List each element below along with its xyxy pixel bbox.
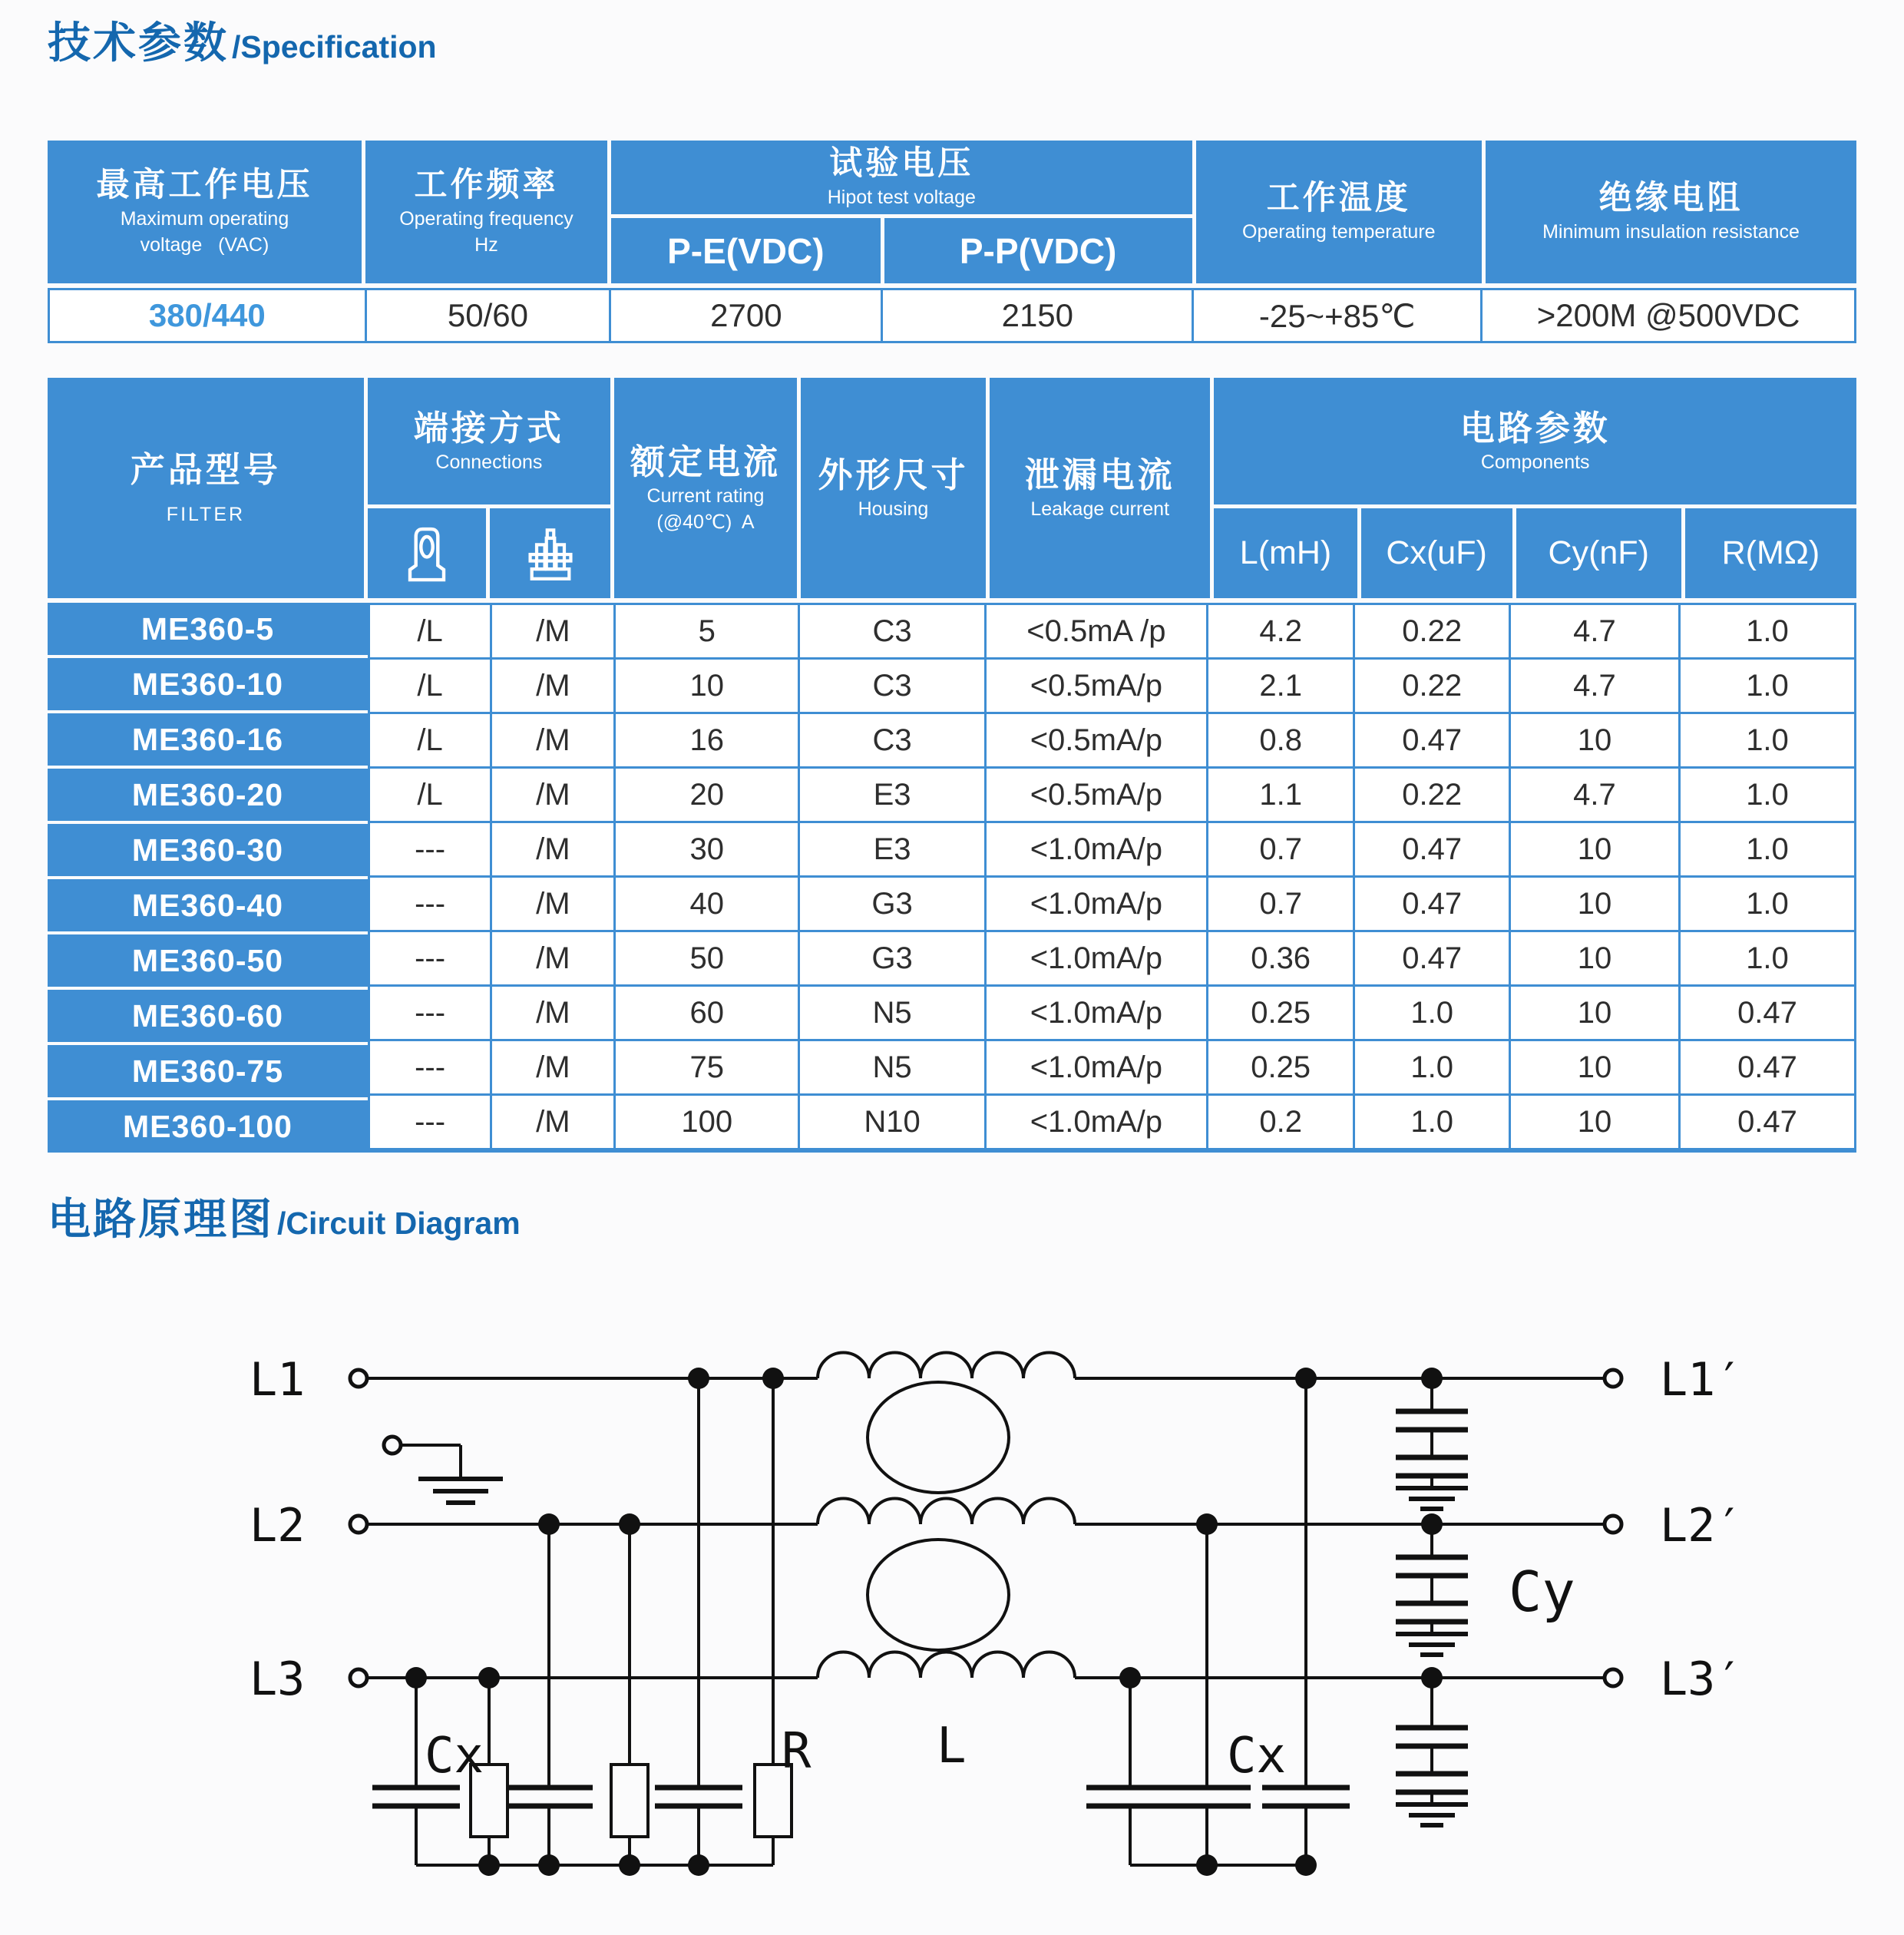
label-cy: Cy (1509, 1560, 1575, 1624)
ratings-table-row (48, 288, 1856, 343)
value-insulation: >200M @500VDC (1483, 290, 1854, 341)
components-zh: 电路参数 (1459, 408, 1611, 448)
table-cell: <1.0mA/p (987, 878, 1206, 930)
max-voltage-en1: Maximum operating (120, 208, 289, 230)
temperature-en: Operating temperature (1242, 221, 1436, 243)
table-cell: 75 (616, 1041, 798, 1093)
table-cell: 0.47 (1355, 878, 1508, 930)
header-l-mh: L(mH) (1214, 508, 1357, 598)
models-table-header (48, 378, 1856, 598)
table-cell: <0.5mA/p (987, 660, 1206, 712)
value-max-voltage: 380/440 (50, 290, 365, 341)
label-l1-in: L1 (250, 1353, 306, 1407)
header-max-voltage (48, 141, 362, 283)
circuit-section-title (48, 1186, 521, 1247)
table-cell: /L (370, 714, 490, 766)
table-cell: C3 (800, 605, 984, 657)
table-cell: 0.22 (1355, 605, 1508, 657)
table-cell: /M (492, 660, 613, 712)
table-cell: /M (492, 932, 613, 984)
table-cell: 2.1 (1208, 660, 1354, 712)
model-cell: ME360-16 (48, 713, 368, 766)
table-cell: 0.22 (1355, 769, 1508, 821)
value-temperature: -25~+85℃ (1194, 290, 1480, 341)
label-l-choke: L (937, 1718, 967, 1775)
table-cell: C3 (800, 660, 984, 712)
hipot-en: Hipot test voltage (827, 187, 976, 208)
table-cell: <1.0mA/p (987, 932, 1206, 984)
table-cell: <1.0mA/p (987, 987, 1206, 1039)
header-cy-nf: Cy(nF) (1516, 508, 1681, 598)
frequency-zh: 工作频率 (414, 167, 559, 204)
model-cell: ME360-100 (48, 1100, 368, 1153)
current-en1: Current rating (646, 485, 765, 507)
table-cell: 1.0 (1681, 714, 1854, 766)
table-cell: /M (492, 1096, 613, 1148)
label-l2-out: L2′ (1660, 1499, 1744, 1553)
model-cell: ME360-20 (48, 769, 368, 821)
header-insulation (1486, 141, 1856, 283)
table-cell: --- (370, 932, 490, 984)
table-cell: <1.0mA/p (987, 1096, 1206, 1148)
cx-capacitors-left (372, 1788, 742, 1806)
table-cell: 10 (1511, 878, 1678, 930)
table-cell: 0.25 (1208, 1041, 1354, 1093)
table-cell: --- (370, 1096, 490, 1148)
max-voltage-en2: voltage (VAC) (140, 233, 269, 256)
header-components (1214, 378, 1856, 504)
table-cell: <1.0mA/p (987, 823, 1206, 875)
table-cell: 0.47 (1681, 1041, 1854, 1093)
table-cell: 4.7 (1511, 605, 1678, 657)
table-cell: /L (370, 605, 490, 657)
table-cell: 0.36 (1208, 932, 1354, 984)
header-r-mohm: R(MΩ) (1685, 508, 1856, 598)
junction-dots (405, 1368, 1443, 1876)
label-l2-in: L2 (250, 1499, 306, 1553)
leakage-en: Leakage current (1030, 498, 1170, 520)
terminal-block-cell (490, 508, 610, 598)
table-cell: /M (492, 1041, 613, 1093)
leakage-zh: 泄漏电流 (1024, 455, 1175, 495)
housing-en: Housing (858, 498, 929, 520)
table-cell: /M (492, 878, 613, 930)
ratings-table-header (48, 141, 1856, 283)
table-cell: 10 (1511, 1041, 1678, 1093)
table-cell: N5 (800, 1041, 984, 1093)
table-cell: 60 (616, 987, 798, 1039)
terminal-l2-out (1605, 1516, 1621, 1533)
current-en2: (@40℃) A (656, 511, 755, 533)
table-cell: 10 (1511, 714, 1678, 766)
table-cell: 0.8 (1208, 714, 1354, 766)
terminal-ground (384, 1437, 401, 1454)
circuit-title-en: /Circuit Diagram (277, 1206, 521, 1241)
table-cell: 0.47 (1681, 987, 1854, 1039)
cy-capacitors (1396, 1378, 1468, 1825)
table-cell: <0.5mA/p (987, 769, 1206, 821)
current-zh: 额定电流 (630, 442, 781, 481)
model-cell: ME360-30 (48, 824, 368, 876)
table-cell: 1.1 (1208, 769, 1354, 821)
label-r: R (782, 1723, 812, 1780)
table-cell: /M (492, 769, 613, 821)
terminal-l3-out (1605, 1669, 1621, 1686)
model-cell: ME360-5 (48, 603, 368, 655)
table-cell: 0.47 (1355, 823, 1508, 875)
table-cell: 1.0 (1681, 769, 1854, 821)
spec-title-zh: 技术参数 (48, 18, 229, 67)
circuit-diagram (207, 1290, 1820, 1920)
table-cell: 0.2 (1208, 1096, 1354, 1148)
table-cell: /L (370, 660, 490, 712)
header-temperature (1196, 141, 1482, 283)
table-cell: 0.22 (1355, 660, 1508, 712)
terminal-l3-in (350, 1669, 367, 1686)
table-cell: 0.25 (1208, 987, 1354, 1039)
ratings-table (48, 141, 1856, 343)
table-cell: 20 (616, 769, 798, 821)
table-cell: 1.0 (1681, 823, 1854, 875)
header-housing (801, 378, 986, 598)
table-cell: 50 (616, 932, 798, 984)
table-cell: <0.5mA /p (987, 605, 1206, 657)
inductor-l2 (818, 1499, 1075, 1525)
model-column (48, 603, 368, 1153)
frequency-en1: Operating frequency (399, 208, 574, 230)
header-model (48, 378, 364, 598)
table-cell: E3 (800, 769, 984, 821)
connections-en: Connections (435, 451, 543, 473)
components-en: Components (1480, 451, 1590, 473)
table-cell: 1.0 (1681, 605, 1854, 657)
model-cell: ME360-50 (48, 934, 368, 987)
label-l1-out: L1′ (1660, 1353, 1744, 1407)
inductor-l1 (818, 1353, 1075, 1379)
table-cell: /M (492, 714, 613, 766)
frequency-en2: Hz (474, 233, 498, 256)
header-current-rating (614, 378, 797, 598)
terminal-l1-out (1605, 1370, 1621, 1387)
choke-core-top (868, 1382, 1009, 1493)
header-hipot-group (611, 141, 1192, 283)
table-cell: 1.0 (1681, 878, 1854, 930)
connections-zh: 端接方式 (413, 408, 564, 448)
model-cell: ME360-75 (48, 1045, 368, 1097)
choke-core-bottom (868, 1540, 1009, 1650)
lug-terminal-cell (368, 508, 487, 598)
header-connections (368, 378, 610, 504)
label-cx-left: Cx (425, 1728, 484, 1784)
table-cell: 10 (1511, 823, 1678, 875)
table-cell: 100 (616, 1096, 798, 1148)
table-cell: 1.0 (1355, 1096, 1508, 1148)
value-pe-vdc: 2700 (611, 290, 881, 341)
spec-section-title (48, 9, 437, 71)
table-cell: E3 (800, 823, 984, 875)
inductor-l3 (818, 1652, 1075, 1679)
table-cell: <0.5mA/p (987, 714, 1206, 766)
table-cell: G3 (800, 878, 984, 930)
table-cell: 10 (616, 660, 798, 712)
hipot-zh: 试验电压 (829, 145, 974, 183)
table-cell: /M (492, 605, 613, 657)
table-cell: C3 (800, 714, 984, 766)
model-zh: 产品型号 (130, 449, 281, 489)
cx-capacitors-right (1086, 1788, 1350, 1806)
table-cell: 4.7 (1511, 660, 1678, 712)
model-cell: ME360-10 (48, 658, 368, 710)
max-voltage-zh: 最高工作电压 (96, 167, 313, 204)
header-leakage (990, 378, 1210, 598)
insulation-en: Minimum insulation resistance (1542, 221, 1800, 243)
table-cell: <1.0mA/p (987, 1041, 1206, 1093)
table-cell: 0.47 (1681, 1096, 1854, 1148)
table-cell: --- (370, 878, 490, 930)
table-cell: --- (370, 823, 490, 875)
header-frequency (365, 141, 607, 283)
terminal-l2-in (350, 1516, 367, 1533)
header-cx-uf: Cx(uF) (1361, 508, 1512, 598)
label-l3-out: L3′ (1660, 1652, 1744, 1706)
table-cell: /M (492, 987, 613, 1039)
value-frequency: 50/60 (367, 290, 610, 341)
table-cell: --- (370, 1041, 490, 1093)
table-cell: 5 (616, 605, 798, 657)
table-cell: 4.7 (1511, 769, 1678, 821)
table-cell: 1.0 (1355, 1041, 1508, 1093)
housing-zh: 外形尺寸 (818, 455, 969, 495)
label-l3-in: L3 (250, 1652, 306, 1706)
table-cell: 0.7 (1208, 878, 1354, 930)
table-cell: /L (370, 769, 490, 821)
table-cell: 16 (616, 714, 798, 766)
circuit-title-zh: 电路原理图 (48, 1195, 274, 1243)
table-cell: 10 (1511, 1096, 1678, 1148)
values-grid (368, 603, 1856, 1153)
models-table (48, 378, 1856, 1153)
table-cell: N10 (800, 1096, 984, 1148)
discharge-resistors (471, 1765, 792, 1837)
header-connections-group (368, 378, 610, 598)
header-hipot (611, 141, 1192, 214)
header-pp-vdc: P-P(VDC) (884, 218, 1192, 283)
table-cell: 10 (1511, 987, 1678, 1039)
temperature-zh: 工作温度 (1266, 180, 1411, 217)
table-cell: 1.0 (1681, 660, 1854, 712)
model-cell: ME360-60 (48, 990, 368, 1042)
model-cell: ME360-40 (48, 879, 368, 931)
table-cell: 0.7 (1208, 823, 1354, 875)
models-table-body (48, 603, 1856, 1153)
header-pe-vdc: P-E(VDC) (611, 218, 881, 283)
header-components-group (1214, 378, 1856, 598)
value-pp-vdc: 2150 (883, 290, 1192, 341)
table-cell: G3 (800, 932, 984, 984)
table-cell: 4.2 (1208, 605, 1354, 657)
model-en: FILTER (166, 503, 246, 525)
table-cell: 0.47 (1355, 932, 1508, 984)
spec-title-en: /Specification (232, 29, 437, 64)
table-cell: N5 (800, 987, 984, 1039)
lug-terminal-icon (402, 524, 452, 584)
table-cell: 0.47 (1355, 714, 1508, 766)
table-cell: 1.0 (1681, 932, 1854, 984)
table-cell: 1.0 (1355, 987, 1508, 1039)
table-cell: 10 (1511, 932, 1678, 984)
terminal-l1-in (350, 1370, 367, 1387)
table-cell: 30 (616, 823, 798, 875)
table-cell: 40 (616, 878, 798, 930)
table-cell: /M (492, 823, 613, 875)
label-cx-right: Cx (1227, 1728, 1287, 1784)
table-cell: --- (370, 987, 490, 1039)
insulation-zh: 绝缘电阻 (1598, 180, 1744, 217)
terminal-block-icon (522, 524, 579, 584)
